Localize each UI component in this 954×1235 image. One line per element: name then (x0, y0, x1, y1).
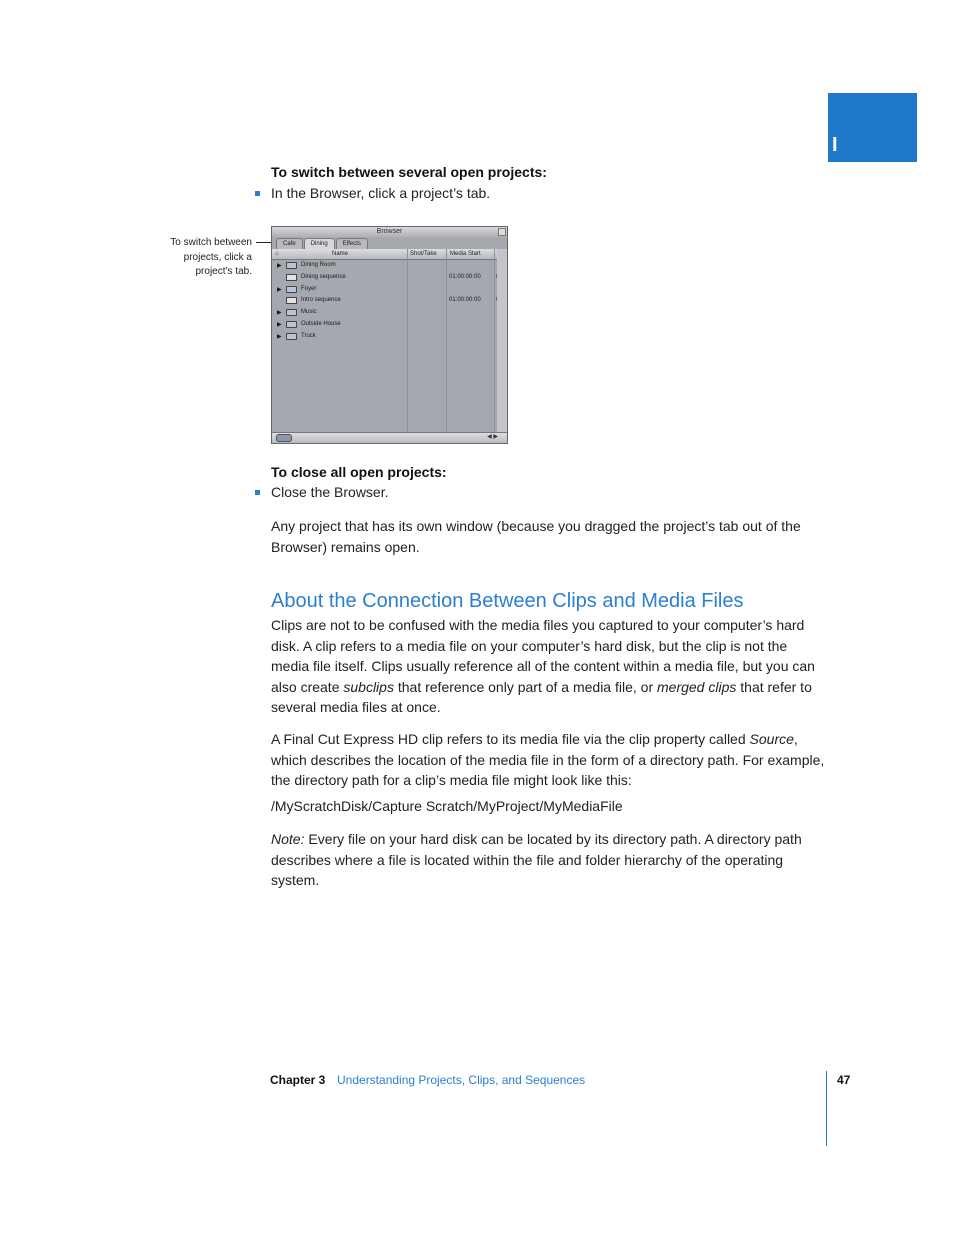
vertical-scrollbar[interactable] (497, 249, 507, 433)
sequence-icon (286, 297, 297, 304)
browser-window-screenshot (271, 226, 508, 444)
chapter-tab-label: I (832, 134, 838, 156)
browser-titlebar (272, 227, 507, 238)
item-name: Outside House (301, 320, 341, 327)
figure-callout: To switch between projects, click a project’s tab. (170, 237, 252, 277)
disclosure-triangle-icon[interactable]: ▶ (277, 263, 282, 269)
horizontal-scrollbar[interactable] (272, 432, 507, 443)
note-paragraph: Note: Every file on your hard disk can be located by its directory path. A directory path describes where a file is located within the file and folder hierarchy of the operating system. (271, 831, 802, 888)
column-header-row (272, 249, 507, 260)
column-shot-take[interactable]: Shot/Take (410, 251, 437, 257)
page-number: 47 (837, 1073, 851, 1087)
footer-chapter: Chapter 3 (270, 1073, 326, 1087)
tab-dining[interactable]: Dining (304, 238, 335, 250)
sequence-icon (286, 274, 297, 281)
bin-folder-icon (286, 286, 297, 293)
project-tabs (276, 238, 368, 249)
item-name: Truck (301, 332, 316, 339)
tab-cafe[interactable]: Cafe (276, 238, 303, 250)
example-path: /MyScratchDisk/Capture Scratch/MyProject/MyMediaFile (271, 798, 623, 814)
browser-row[interactable] (272, 307, 507, 319)
disclosure-triangle-icon[interactable]: ▶ (277, 286, 282, 293)
remains-open-paragraph: Any project that has its own window (because you dragged the project’s tab out of the Browser) remains open. (271, 518, 801, 555)
browser-window-title: Browser (376, 228, 403, 235)
item-media-start: 01:00:00:00 (449, 273, 481, 280)
switch-projects-bullet: In the Browser, click a project’s tab. (271, 185, 491, 201)
item-media-start: 01:00:00:00 (449, 297, 481, 304)
item-name: Intro sequence (301, 297, 341, 304)
chapter-tab-marker (828, 93, 917, 162)
browser-row[interactable] (272, 272, 507, 284)
browser-row[interactable] (272, 295, 507, 307)
browser-row[interactable] (272, 331, 507, 343)
project-icon: ⌂ (275, 251, 279, 257)
footer-chapter-title: Understanding Projects, Clips, and Sequences (337, 1073, 586, 1087)
disclosure-triangle-icon[interactable]: ▶ (277, 310, 282, 317)
bin-folder-icon (286, 321, 297, 328)
item-name: Dining Room (301, 262, 336, 268)
clips-paragraph: Clips are not to be confused with the media files you captured to your computer’s hard disk. A clip refers to a media file on your computer’s hard disk, but the clip is not the media file itself. Clips usually reference all of the content within a media file, but you can also create subclips that reference only part of a media file, or merged clips that refer to several media files at once. (271, 617, 815, 715)
close-projects-bullet: Close the Browser. (271, 484, 389, 500)
scroll-arrows-icon[interactable]: ◀ ▶ (487, 434, 498, 440)
browser-row[interactable] (272, 260, 507, 272)
bin-folder-icon (286, 262, 297, 269)
browser-item-list (272, 260, 507, 343)
tab-effects[interactable]: Effects (336, 238, 368, 250)
scroll-thumb[interactable] (276, 434, 292, 442)
footer-rule (826, 1071, 827, 1146)
disclosure-triangle-icon[interactable]: ▶ (277, 333, 282, 340)
bin-folder-icon (286, 333, 297, 340)
disclosure-triangle-icon[interactable]: ▶ (277, 321, 282, 328)
browser-row[interactable] (272, 319, 507, 331)
switch-projects-subhead: To switch between several open projects: (271, 164, 547, 180)
browser-row[interactable] (272, 284, 507, 296)
section-heading: About the Connection Between Clips and Media Files (271, 590, 744, 612)
column-media-start[interactable]: Media Start (450, 251, 481, 257)
source-paragraph: A Final Cut Express HD clip refers to its media file via the clip property called Source, which describes the location of the media file in the form of a directory path. For example, the directory path for a clip’s media file might look like this: (271, 731, 825, 788)
close-projects-subhead: To close all open projects: (271, 464, 447, 480)
bin-folder-icon (286, 309, 297, 316)
item-name: Music (301, 309, 317, 316)
item-name: Foyer (301, 285, 317, 292)
column-name[interactable]: Name (332, 251, 349, 257)
window-zoom-icon (498, 228, 506, 236)
item-name: Dining sequence (301, 273, 346, 280)
note-label: Note: (271, 831, 305, 847)
